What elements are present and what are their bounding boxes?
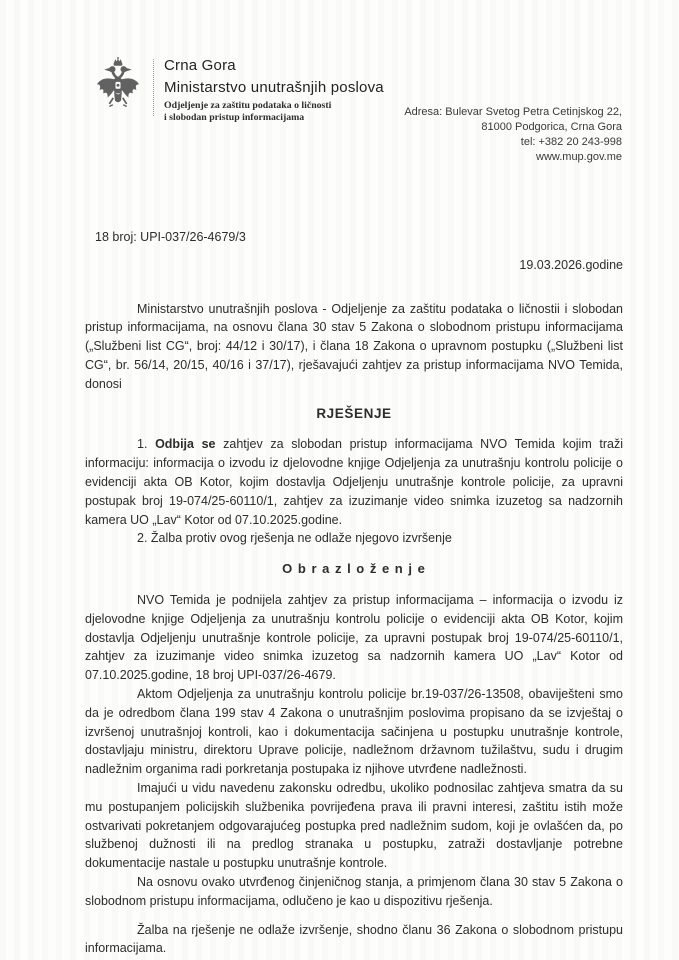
ministry-name: Ministarstvo unutrašnjih poslova — [164, 79, 384, 96]
address-street: Adresa: Bulevar Svetog Petra Cetinjskog 22, — [404, 106, 622, 118]
intro-paragraph: Ministarstvo unutrašnjih poslova - Odjeljenje za zaštitu podataka o ličnostii i slobodan pristup informacijama, na osnovu člana 30 stav 5 Zakona o slobodnom pristupu informacijama („Službeni list CG“, broj: 44/12 i 30/17), i člana 18 Zakona o upravnom postupku („Službeni list CG“, br. 56/14, 20/15, 40/16 i 37/17), rješavajući zahtjev za pristup informacijama NVO Temida, donosi — [85, 301, 623, 391]
department-name-line2: i slobodan pristup informacijama — [164, 111, 305, 123]
montenegro-coat-of-arms-icon — [92, 55, 144, 113]
decision-item-1 — [85, 435, 623, 529]
address-phone: tel: +382 20 243-998 — [520, 136, 622, 148]
explanation-title: O b r a z l o ž e n j e — [282, 561, 426, 577]
decision-item-1-text: zahtjev za slobodan pristup informacijama NVO Temida kojim traži informaciju: informacija o izvodu iz djelovodne knjige Odjeljenja za unutrašnju kontrolu policije o evidenciji akta OB Kotor, kojim dostavlja Odjeljenju unutrašnje kontrole policije, za upravni postupak broj 19-074/25-60110/1, zahtjev za izuzimanje video snimka izuzetog sa nadzornih kamera UO „Lav“ Kotor od 07.10.2025.godine. — [85, 437, 623, 527]
explanation-paragraph-5: Žalba na rješenje ne odlaže izvršenje, shodno članu 36 Zakona o slobodnom pristupu informacijama. — [85, 922, 623, 956]
explanation-paragraph-4: Na osnovu ovako utvrđenog činjeničnog stanja, a primjenom člana 30 stav 5 Zakona o slobodnom pristupu informacijama, odlučeno je kao u dispozitivu rješenja. — [85, 874, 623, 908]
decision-item-2 — [85, 529, 623, 548]
explanation-paragraph-2: Aktom Odjeljenja za unutrašnju kontrolu policije br.19-037/26-13508, obaviješteni smo da je odredbom člana 199 stav 4 Zakona o unutrašnjim poslovima propisano da se izvještaj o izvršenoj unutrašnjoj kontroli, kao i dokumentacija sačinjena u postupku unutrašnje kontrole, dostavljaju ministru, direktoru Uprave policije, nadležnom državnom tužilaštvu, sudu i drugim nadležnim organima radi porkretanja postupaka iz njihove utvrđene nadležnosti. — [85, 686, 623, 777]
explanation-paragraph-1: NVO Temida je podnijela zahtjev za pristup informacijama – informacija o izvodu iz djelovodne knjige Odjeljenja za unutrašnju kontrolu policije o evidenciji akta OB Kotor, kojim dostavlja Odjeljenju unutrašnje kontrole policije, za upravni postupak broj 19-074/25-60110/1, zahtjev za izuzimanje video snimka izuzetog sa nadzornih kamera UO „Lav“ Kotor od 07.10.2025.godine, 18 broj UPI-037/26-4679. — [85, 592, 623, 683]
explanation-paragraph-3: Imajući u vidu navedenu zakonsku odredbu, ukoliko podnosilac zahtjeva smatra da su mu postupanjem policijskih službenika povrijeđena prava ili pravni interesi, zaštitu istih može ostvarivati pokretanjem odgovarajućeg postupka pred nadležnim sudom, koji je ovlašćen da, po službenoj dužnosti ili na predlog stranaka u postupku, zatraži dostavljanje potrebne dokumentacije nastale u postupku unutrašnje kontrole. — [85, 780, 623, 871]
address-block — [404, 105, 622, 165]
reference-number: 18 broj: UPI-037/26-4679/3 — [95, 230, 246, 244]
department-name-line1: Odjeljenje za zaštitu podataka o ličnosti — [164, 100, 332, 111]
decision-item-2-number: 2. — [137, 531, 148, 546]
address-website: www.mup.gov.me — [536, 151, 622, 163]
address-city: 81000 Podgorica, Crna Gora — [481, 121, 622, 133]
decision-item-1-emphasis: Odbija se — [155, 437, 216, 452]
document-date: 19.03.2026.godine — [519, 257, 623, 272]
country-name: Crna Gora — [164, 57, 236, 74]
decision-item-1-number: 1. — [137, 437, 148, 452]
letterhead-org-block — [164, 58, 384, 123]
decision-item-2-text: Žalba protiv ovog rješenja ne odlaže njegovo izvršenje — [150, 531, 452, 546]
decision-title: RJEŠENJE — [316, 405, 392, 421]
letterhead-divider — [153, 59, 154, 116]
